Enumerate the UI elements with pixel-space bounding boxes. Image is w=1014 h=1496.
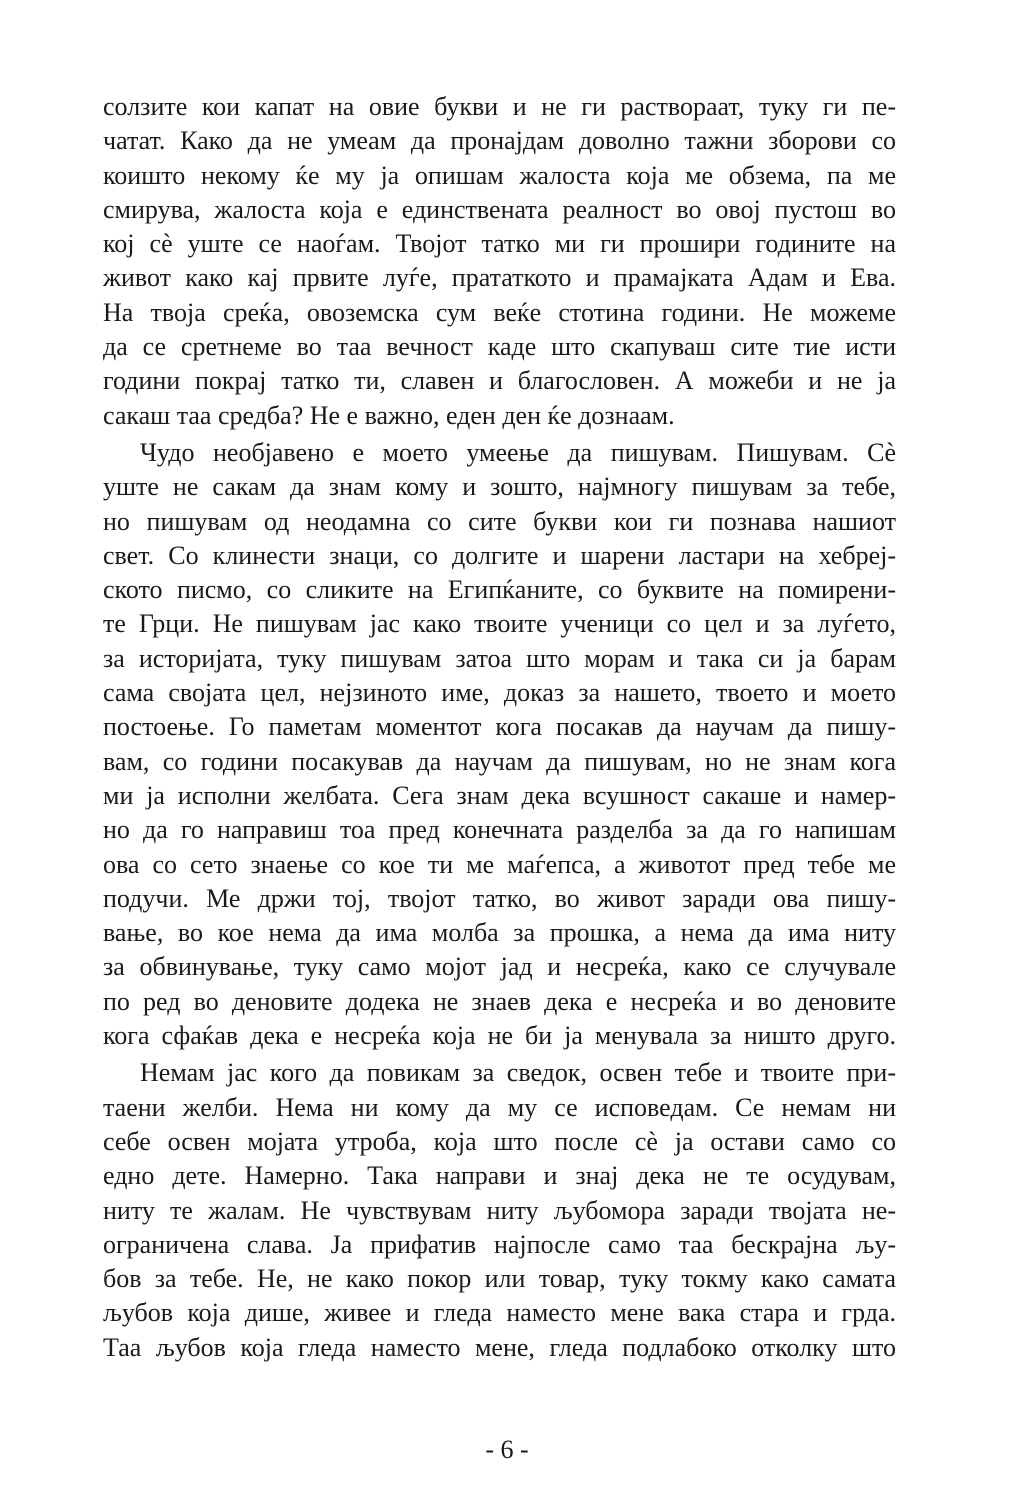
text-line: ското писмо, со сликите на Египќаните, со буквите на помирени- bbox=[103, 575, 896, 605]
text-line: кој сè уште се наоѓам. Твојот татко ми ги прошири годините на bbox=[103, 229, 896, 259]
paragraph-3 bbox=[103, 1056, 896, 1365]
text-line: сакаш таа средба? Не е важно, еден ден ќе дознаам. bbox=[103, 400, 675, 430]
text-line: да се сретнеме во таа вечност каде што скапуваш сите тие исти bbox=[103, 332, 896, 362]
text-line: вање, во кое нема да има молба за прошка, а нема да има ниту bbox=[103, 918, 896, 948]
text-line: за историјата, туку пишувам затоа што морам и така си ја барам bbox=[103, 643, 896, 673]
text-line: свет. Со клинести знаци, со долгите и шарени ластари на хебреј- bbox=[103, 540, 896, 570]
text-line: постоење. Го паметам моментот кога посакав да научам да пишу- bbox=[103, 712, 896, 742]
text-line: вам, со години посакував да научам да пишувам, но не знам кога bbox=[103, 746, 896, 776]
text-line: Таа љубов која гледа наместо мене, гледа подлабоко отколку што bbox=[103, 1332, 896, 1362]
page-number: - 6 - bbox=[485, 1435, 529, 1464]
text-line: но пишувам од неодамна со сите букви кои ги познава нашиот bbox=[103, 506, 896, 536]
text-line: те Грци. Не пишувам јас како твоите ученици со цел и за луѓето, bbox=[103, 609, 896, 639]
paragraph-2 bbox=[103, 436, 896, 1053]
text-line: смирува, жалоста која е единствената реалност во овој пустош во bbox=[103, 194, 896, 224]
text-line: ниту те жалам. Не чувствувам ниту љубомора заради твојата не- bbox=[103, 1195, 896, 1225]
text-line: бов за тебе. Не, не како покор или товар, туку токму како самата bbox=[103, 1264, 896, 1294]
text-line: живот како кај првите луѓе, прататкото и прамајката Адам и Ева. bbox=[103, 263, 896, 293]
text-line: Немам јас кого да повикам за сведок, освен тебе и твоите при- bbox=[140, 1058, 896, 1088]
paragraph-1 bbox=[103, 90, 896, 433]
text-line: сама својата цел, нејзиното име, доказ за нашето, твоето и моето bbox=[103, 678, 896, 708]
text-line: ми ја исполни желбата. Сега знам дека всушност сакаше и намер- bbox=[103, 780, 896, 810]
text-line: подучи. Ме држи тој, твојот татко, во живот заради ова пишу- bbox=[103, 883, 896, 913]
text-line: љубов која дише, живее и гледа наместо мене вака стара и грда. bbox=[103, 1298, 896, 1328]
text-line: едно дете. Намерно. Така направи и знај дека не те осудувам, bbox=[103, 1161, 896, 1191]
text-line: коишто некому ќе му ја опишам жалоста која ме обзема, па ме bbox=[103, 160, 896, 190]
text-line: чатат. Како да не умеам да пронајдам доволно тажни зборови со bbox=[103, 126, 896, 156]
text-line: На твоја среќа, овоземска сум веќе стотина години. Не можеме bbox=[103, 297, 896, 327]
text-line: по ред во деновите додека не знаев дека е несреќа и во деновите bbox=[103, 986, 896, 1016]
text-line: уште не сакам да знам кому и зошто, најмногу пишувам за тебе, bbox=[103, 472, 896, 502]
text-line: години покрај татко ти, славен и благословен. А можеби и не ја bbox=[103, 366, 896, 396]
text-line: ова со сето знаење со кое ти ме маѓепса, а животот пред тебе ме bbox=[103, 849, 896, 879]
text-line: солзите кои капат на овие букви и не ги раствораат, туку ги пе- bbox=[103, 92, 896, 121]
text-line: Чудо необјавено е моето умеење да пишувам. Пишувам. Сè bbox=[140, 437, 896, 467]
page-text bbox=[103, 90, 896, 1368]
text-line: но да го направиш тоа пред конечната разделба за да го напишам bbox=[103, 815, 896, 845]
text-line: себе освен мојата утроба, која што после сè ја остави само со bbox=[103, 1126, 896, 1156]
text-line: за обвинување, туку само мојот јад и несреќа, како се случувале bbox=[103, 952, 896, 982]
text-line: ограничена слава. Ја прифатив најпосле само таа бескрајна љу- bbox=[103, 1229, 896, 1259]
text-line: таени желби. Нема ни кому да му се исповедам. Се немам ни bbox=[103, 1092, 896, 1122]
text-line: кога сфаќав дека е несреќа која не би ја менувала за ништо друго. bbox=[103, 1021, 896, 1051]
